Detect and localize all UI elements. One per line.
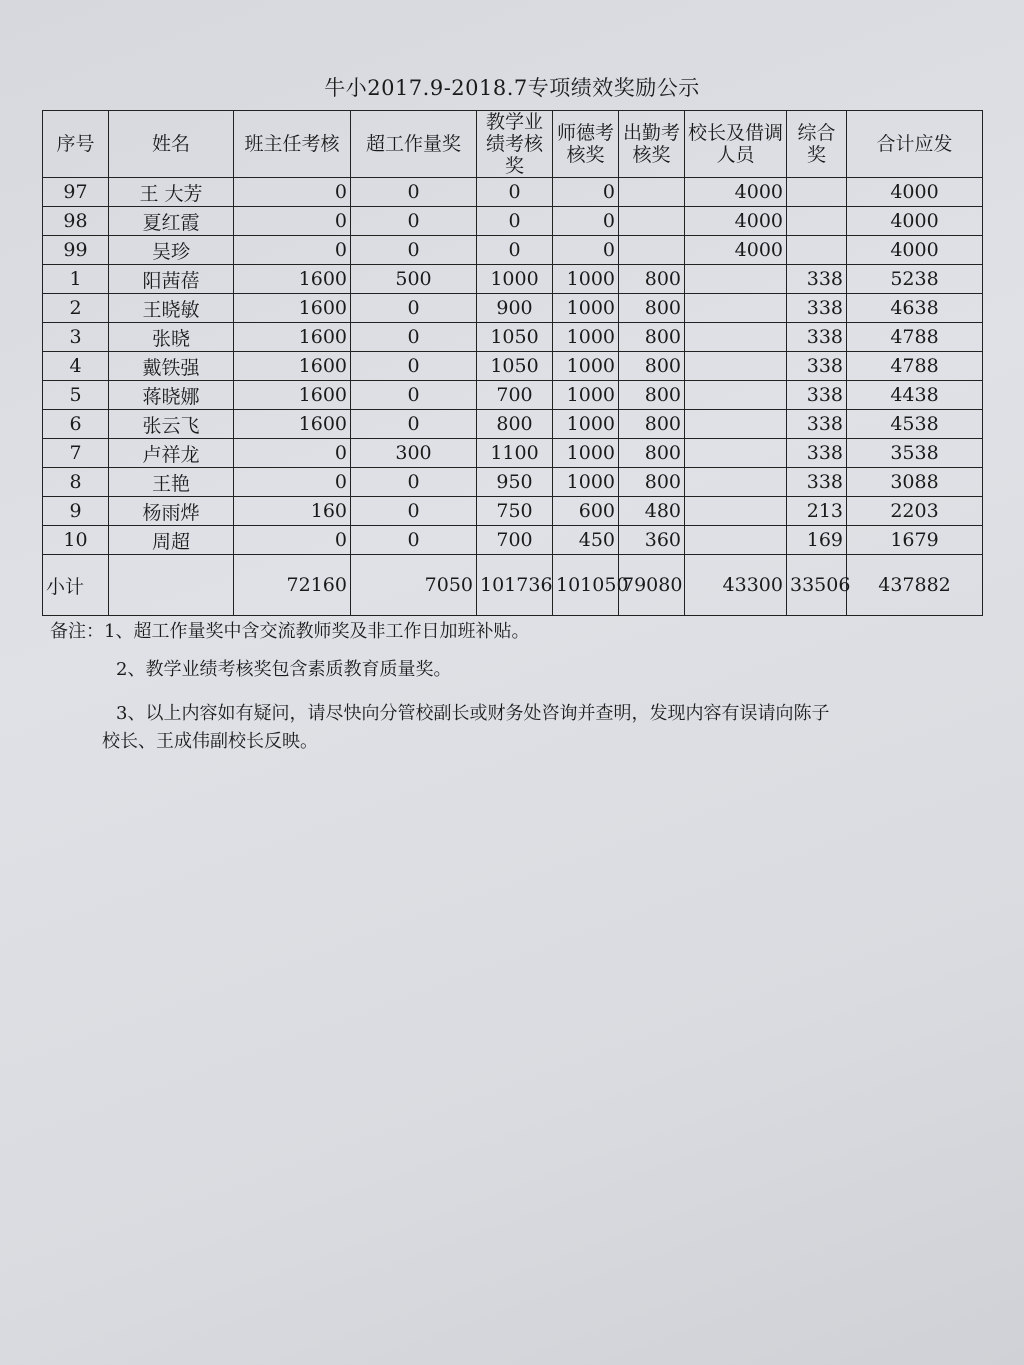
table-cell: 杨雨烨 — [109, 497, 234, 526]
table-cell: 800 — [619, 265, 685, 294]
table-cell: 4000 — [847, 178, 983, 207]
table-cell: 1600 — [234, 265, 351, 294]
table-row — [43, 410, 983, 439]
table-cell: 600 — [553, 497, 619, 526]
table-cell: 0 — [351, 323, 477, 352]
table-cell: 夏红霞 — [109, 207, 234, 236]
table-cell: 5 — [43, 381, 109, 410]
table-cell — [787, 236, 847, 265]
table-cell: 3538 — [847, 439, 983, 468]
table-cell: 97 — [43, 178, 109, 207]
table-cell: 0 — [234, 468, 351, 497]
table-cell: 0 — [553, 207, 619, 236]
table-cell: 98 — [43, 207, 109, 236]
table-cell: 8 — [43, 468, 109, 497]
table-cell: 750 — [477, 497, 553, 526]
table-cell — [685, 468, 787, 497]
table-cell: 480 — [619, 497, 685, 526]
table-row — [43, 526, 983, 555]
table-cell: 张云飞 — [109, 410, 234, 439]
table-cell: 3088 — [847, 468, 983, 497]
table-cell: 9 — [43, 497, 109, 526]
document-title: 牛小2017.9-2018.7专项绩效奖励公示 — [324, 76, 700, 100]
table-cell: 张晓 — [109, 323, 234, 352]
table-cell: 0 — [234, 439, 351, 468]
column-header: 超工作量奖 — [351, 111, 477, 178]
table-cell: 99 — [43, 236, 109, 265]
table-cell: 1100 — [477, 439, 553, 468]
subtotal-row — [43, 555, 983, 616]
table-cell: 0 — [553, 236, 619, 265]
table-cell: 1600 — [234, 323, 351, 352]
table-cell: 800 — [619, 323, 685, 352]
table-cell: 5238 — [847, 265, 983, 294]
table-cell: 0 — [351, 352, 477, 381]
table-cell: 4788 — [847, 323, 983, 352]
table-header-row — [43, 111, 983, 178]
table-cell: 300 — [351, 439, 477, 468]
table-cell: 1000 — [553, 439, 619, 468]
table-cell: 4438 — [847, 381, 983, 410]
table-cell: 1600 — [234, 352, 351, 381]
table-cell: 王晓敏 — [109, 294, 234, 323]
column-header: 班主任考核 — [234, 111, 351, 178]
column-header: 教学业绩考核奖 — [477, 111, 553, 178]
note-1: 备注：1、超工作量奖中含交流教师奖及非工作日加班补贴。 — [50, 621, 530, 642]
table-cell — [685, 265, 787, 294]
table-cell: 4000 — [685, 178, 787, 207]
table-cell: 2 — [43, 294, 109, 323]
table-row — [43, 468, 983, 497]
table-cell: 1600 — [234, 294, 351, 323]
table-cell: 900 — [477, 294, 553, 323]
table-cell: 0 — [351, 410, 477, 439]
table-cell: 450 — [553, 526, 619, 555]
note-2: 2、教学业绩考核奖包含素质教育质量奖。 — [116, 659, 452, 680]
table-cell: 0 — [351, 294, 477, 323]
table-cell: 1000 — [553, 468, 619, 497]
table-cell: 800 — [477, 410, 553, 439]
table-cell: 800 — [619, 439, 685, 468]
subtotal-cell: 101050 — [553, 555, 619, 616]
table-cell: 700 — [477, 526, 553, 555]
table-cell — [685, 526, 787, 555]
subtotal-cell: 437882 — [847, 555, 983, 616]
column-header: 出勤考核奖 — [619, 111, 685, 178]
table-cell: 1000 — [553, 381, 619, 410]
subtotal-cell: 小计 — [43, 555, 109, 616]
table-cell: 王 大芳 — [109, 178, 234, 207]
table-cell: 169 — [787, 526, 847, 555]
table-cell: 1000 — [553, 294, 619, 323]
table-cell: 3 — [43, 323, 109, 352]
table-cell: 4 — [43, 352, 109, 381]
table-cell: 1000 — [553, 323, 619, 352]
table-cell — [685, 410, 787, 439]
table-cell: 10 — [43, 526, 109, 555]
table-cell — [685, 497, 787, 526]
table-cell: 0 — [351, 178, 477, 207]
table-cell: 4000 — [847, 236, 983, 265]
table-cell: 1000 — [477, 265, 553, 294]
table-cell: 338 — [787, 352, 847, 381]
table-cell: 0 — [477, 207, 553, 236]
table-row — [43, 265, 983, 294]
table-cell: 338 — [787, 265, 847, 294]
subtotal-cell: 72160 — [234, 555, 351, 616]
table-cell: 800 — [619, 352, 685, 381]
table-row — [43, 497, 983, 526]
table-cell: 0 — [234, 526, 351, 555]
table-cell: 338 — [787, 468, 847, 497]
table-cell: 吴珍 — [109, 236, 234, 265]
table-cell — [685, 439, 787, 468]
table-cell: 0 — [351, 381, 477, 410]
subtotal-cell: 101736 — [477, 555, 553, 616]
table-cell — [685, 352, 787, 381]
table-cell — [685, 294, 787, 323]
column-header: 序号 — [43, 111, 109, 178]
table-cell: 800 — [619, 381, 685, 410]
table-cell: 1000 — [553, 410, 619, 439]
subtotal-cell: 79080 — [619, 555, 685, 616]
table-row — [43, 352, 983, 381]
table-cell: 1050 — [477, 323, 553, 352]
table-cell — [619, 207, 685, 236]
table-row — [43, 381, 983, 410]
table-cell: 1 — [43, 265, 109, 294]
subtotal-cell: 7050 — [351, 555, 477, 616]
table-cell: 1679 — [847, 526, 983, 555]
table-cell: 0 — [477, 236, 553, 265]
table-cell — [787, 207, 847, 236]
table-cell: 1000 — [553, 352, 619, 381]
table-cell: 4000 — [685, 236, 787, 265]
column-header: 合计应发 — [847, 111, 983, 178]
table-cell: 0 — [351, 526, 477, 555]
table-cell: 700 — [477, 381, 553, 410]
table-cell: 蒋晓娜 — [109, 381, 234, 410]
table-cell: 950 — [477, 468, 553, 497]
table-cell: 0 — [351, 236, 477, 265]
table-cell: 338 — [787, 381, 847, 410]
table-row — [43, 207, 983, 236]
note-3-line-1: 3、以上内容如有疑问，请尽快向分管校副长或财务处咨询并查明，发现内容有误请向陈子 — [116, 703, 830, 724]
note-3-line-2: 校长、王成伟副校长反映。 — [102, 731, 318, 752]
table-cell: 周超 — [109, 526, 234, 555]
subtotal-cell — [109, 555, 234, 616]
table-cell: 1050 — [477, 352, 553, 381]
table-cell: 1600 — [234, 381, 351, 410]
subtotal-cell: 33506 — [787, 555, 847, 616]
table-row — [43, 439, 983, 468]
column-header: 师德考核奖 — [553, 111, 619, 178]
table-cell: 0 — [553, 178, 619, 207]
table-row — [43, 294, 983, 323]
table-cell: 0 — [234, 236, 351, 265]
table-cell: 王艳 — [109, 468, 234, 497]
table-cell: 阳茜蓓 — [109, 265, 234, 294]
table-cell: 800 — [619, 294, 685, 323]
table-cell: 1600 — [234, 410, 351, 439]
table-cell: 0 — [234, 207, 351, 236]
subtotal-cell: 43300 — [685, 555, 787, 616]
bonus-table — [42, 110, 983, 616]
table-cell: 4638 — [847, 294, 983, 323]
table-cell: 4000 — [847, 207, 983, 236]
table-row — [43, 236, 983, 265]
table-cell — [619, 236, 685, 265]
table-cell: 360 — [619, 526, 685, 555]
table-cell: 2203 — [847, 497, 983, 526]
table-cell — [619, 178, 685, 207]
table-cell — [787, 178, 847, 207]
table-cell: 160 — [234, 497, 351, 526]
table-cell: 338 — [787, 439, 847, 468]
table-cell: 7 — [43, 439, 109, 468]
table-cell: 戴铁强 — [109, 352, 234, 381]
table-cell: 500 — [351, 265, 477, 294]
table-cell: 338 — [787, 323, 847, 352]
table-cell: 1000 — [553, 265, 619, 294]
table-cell: 0 — [351, 468, 477, 497]
table-cell: 338 — [787, 294, 847, 323]
table-row — [43, 323, 983, 352]
column-header: 综合奖 — [787, 111, 847, 178]
table-cell: 0 — [351, 497, 477, 526]
table-cell: 4538 — [847, 410, 983, 439]
table-cell: 338 — [787, 410, 847, 439]
column-header: 校长及借调人员 — [685, 111, 787, 178]
table-cell — [685, 381, 787, 410]
table-row — [43, 178, 983, 207]
table-cell: 800 — [619, 410, 685, 439]
table-cell: 0 — [477, 178, 553, 207]
table-cell: 4000 — [685, 207, 787, 236]
table-cell — [685, 323, 787, 352]
table-cell: 0 — [351, 207, 477, 236]
table-cell: 800 — [619, 468, 685, 497]
table-cell: 0 — [234, 178, 351, 207]
table-cell: 4788 — [847, 352, 983, 381]
table-cell: 213 — [787, 497, 847, 526]
table-cell: 卢祥龙 — [109, 439, 234, 468]
notes-section — [50, 618, 970, 756]
column-header: 姓名 — [109, 111, 234, 178]
table-cell: 6 — [43, 410, 109, 439]
